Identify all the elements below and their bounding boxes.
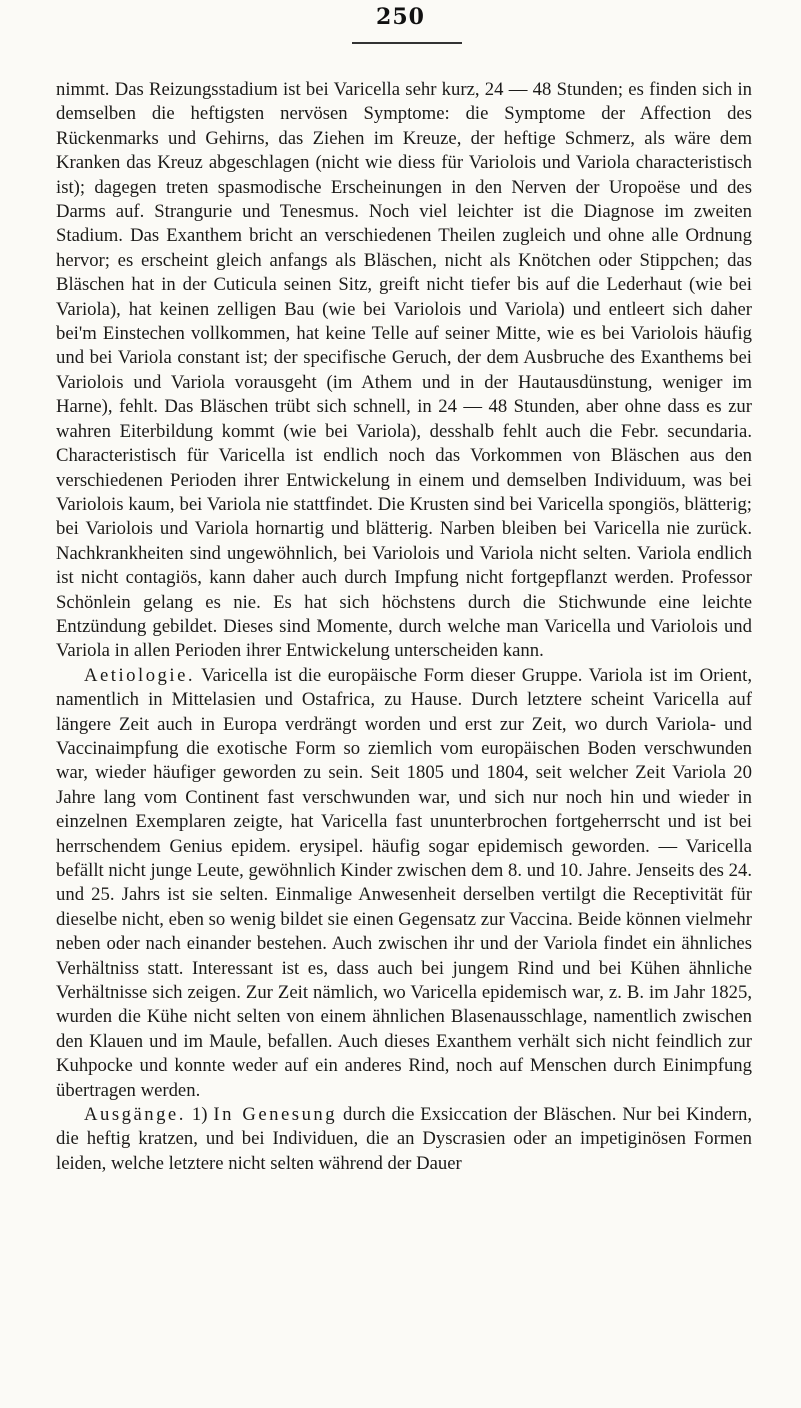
- paragraph: [56, 664, 752, 1103]
- paragraph-text: 1): [185, 1104, 214, 1126]
- spaced-heading-text: Aetiologie.: [84, 664, 196, 686]
- spaced-heading-text: In Genesung: [213, 1104, 338, 1126]
- paragraph-text: nimmt. Das Reizungsstadium ist bei Varicella sehr kurz, 24 — 48 Stunden; es finden sich in demselben die heftigsten nervösen Symptome: die Symptome der Affection des Rückenmarks und Gehirns, das Ziehen im Kreuze, der heftige Schmerz, als wäre dem Kranken das Kreuz abgeschlagen (nicht wie diess für Variolois und Variola characteristisch ist); dagegen treten spasmodische Erscheinungen in den Nerven der Uropoëse und des Darms auf. Strangurie und Tenesmus. Noch viel leichter ist die Diagnose im zweiten Stadium. Das Exanthem bricht an verschiedenen Theilen zugleich und ohne alle Ordnung hervor; es erscheint gleich anfangs als Bläschen, nicht als Knötchen oder Stippchen; das Bläschen hat in der Cuticula seinen Sitz, greift nicht tiefer bis auf die Lederhaut (wie bei Variola), hat keinen zelligen Bau (wie bei Variolois und Variola) und entleert sich daher bei'm Einstechen vollkommen, hat keine Telle auf seiner Mitte, wie es bei Variolois häufig und bei Variola constant ist; der specifische Geruch, der dem Ausbruche des Exanthems bei Variolois und Variola vorausgeht (im Athem und in der Hautausdünstung, weniger im Harne), fehlt. Das Bläschen trübt sich schnell, in 24 — 48 Stunden, aber ohne dass es zur wahren Eiterbildung kommt (wie bei Variola), desshalb fehlt auch die Febr. secundaria. Characteristisch für Varicella ist endlich noch das Vorkommen von Bläschen aus den verschiedenen Perioden ihrer Entwickelung in einem und demselben Individuum, was bei Variolois kaum, bei Variola nie stattfindet. Die Krusten sind bei Varicella spongiös, blätterig; bei Variolois und Variola hornartig und blätterig. Narben bleiben bei Varicella nie zurück. Nachkrankheiten sind ungewöhnlich, bei Variolois und Variola nicht selten. Variola endlich ist nicht contagiös, kann daher auch durch Impfung nicht fortgepflanzt werden. Professor Schönlein gelang es nie. Es hat sich höchstens durch die Stichwunde eine leichte Entzündung gebildet. Dieses sind Momente, durch welche man Varicella und Variolois und Variola in allen Perioden ihrer Entwickelung unterscheiden kann.: [56, 79, 752, 662]
- paragraph-text: durch die Exsiccation der Bläschen. Nur bei Kindern, die heftig kratzen, und bei Individuen, die an Dyscrasien oder an impetiginösen Formen leiden, welche letztere nicht selten während der Dauer: [56, 1104, 752, 1174]
- body-text: [56, 78, 752, 1176]
- paragraph: [56, 1103, 752, 1176]
- header-rule: [352, 42, 462, 44]
- page-number: 250: [376, 4, 425, 30]
- paragraph-text: Varicella ist die europäische Form dieser Gruppe. Variola ist im Orient, namentlich in Mittelasien und Ostafrica, zu Hause. Durch letztere scheint Varicella auf längere Zeit auch in Europa verdrängt worden und erst zur Zeit, wo durch Variola- und Vaccinaimpfung die exotische Form so ziemlich vom europäischen Boden verschwunden war, wieder häufiger geworden zu sein. Seit 1805 und 1804, seit welcher Zeit Variola 20 Jahre lang vom Continent fast verschwunden war, und sich nur noch hin und wieder in einzelnen Exemplaren zeigte, hat Varicella fast ununterbrochen fortgeherrscht und ist bei herrschendem Genius epidem. erysipel. häufig sogar epidemisch geworden. — Varicella befällt nicht junge Leute, gewöhnlich Kinder zwischen dem 8. und 10. Jahre. Jenseits des 24. und 25. Jahrs ist sie selten. Einmalige Anwesenheit derselben vertilgt die Receptivität für dieselbe nicht, eben so wenig bildet sie einen Gegensatz zur Vaccina. Beide können vielmehr neben oder nach einander bestehen. Auch zwischen ihr und der Variola findet ein ähnliches Verhältniss statt. Interessant ist es, dass auch bei jungem Rind und bei Kühen ähnliche Verhältnisse sich zeigen. Zur Zeit nämlich, wo Varicella epidemisch war, z. B. im Jahr 1825, wurden die Kühe nicht selten von einem ähnlichen Blasenausschlage, namentlich zwischen den Klauen und im Maule, befallen. Auch dieses Exanthem verhält sich nicht feindlich zur Kuhpocke und konnte weder auf ein anderes Rind, noch auf Menschen durch Einimpfung übertragen werden.: [56, 664, 752, 1101]
- spaced-heading-text: Ausgänge.: [84, 1104, 186, 1126]
- paragraph: [56, 78, 752, 664]
